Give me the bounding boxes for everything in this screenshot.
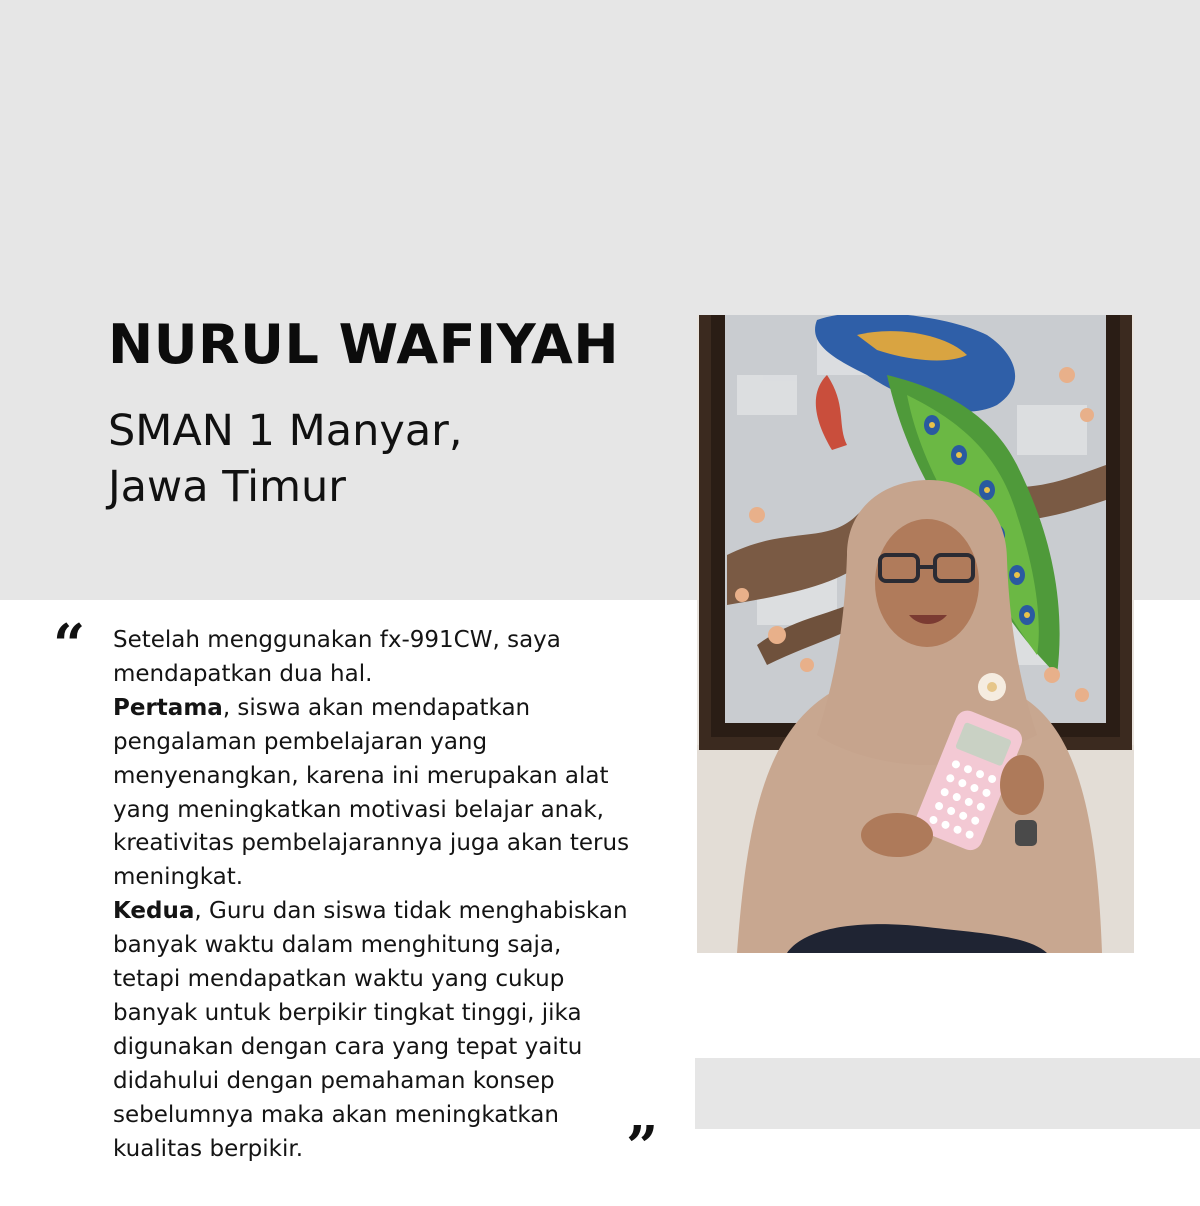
portrait-illustration <box>697 315 1134 953</box>
quote-line: kualitas berpikir. <box>113 1135 304 1162</box>
school-line-1: SMAN 1 Manyar, <box>108 406 463 456</box>
point-label: Pertama <box>113 694 223 721</box>
testimonial-text <box>113 624 688 1167</box>
quote-line: Setelah menggunakan fx-991CW, saya <box>113 627 561 653</box>
quote-line: digunakan dengan cara yang tepat yaitu <box>113 1033 583 1060</box>
quote-line: kreativitas pembelajarannya juga akan terus <box>113 830 630 857</box>
quote-line: mendapatkan dua hal. <box>113 660 373 687</box>
school-location <box>108 403 668 515</box>
quote-line: Pertama, siswa akan mendapatkan <box>113 694 531 721</box>
open-quote-icon: “ <box>53 612 86 678</box>
quote-line: meningkat. <box>113 864 244 891</box>
quote-line: yang meningkatkan motivasi belajar anak, <box>113 796 604 823</box>
quote-line: pengalaman pembelajaran yang <box>113 728 488 755</box>
quote-line: didahului dengan pemahaman konsep <box>113 1067 555 1094</box>
quote-line: banyak waktu dalam menghitung saja, <box>113 932 562 959</box>
school-line-2: Jawa Timur <box>108 462 346 512</box>
quote-line: sebelumnya maka akan meningkatkan <box>113 1101 559 1128</box>
accent-block <box>695 1058 1200 1129</box>
quote-line: menyenangkan, karena ini merupakan alat <box>113 762 609 789</box>
point-label: Kedua <box>113 898 195 925</box>
quote-line: Kedua, Guru dan siswa tidak menghabiskan <box>113 898 628 925</box>
person-name: NURUL WAFIYAH <box>108 313 620 376</box>
portrait-photo <box>697 315 1134 953</box>
quote-line: tetapi mendapatkan waktu yang cukup <box>113 966 565 993</box>
close-quote-icon: ” <box>626 1114 659 1180</box>
quote-line: banyak untuk berpikir tingkat tinggi, jika <box>113 999 582 1026</box>
